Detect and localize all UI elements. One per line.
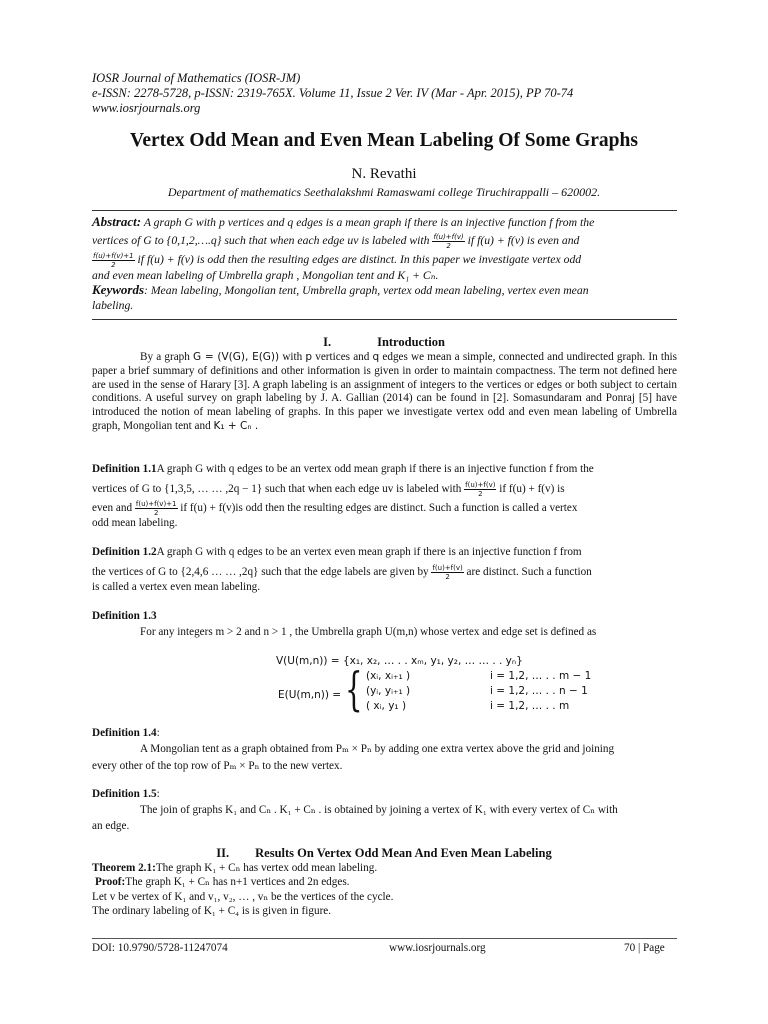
edge-set-rows: (xᵢ, xᵢ₊₁ ) i = 1,2, … . . m − 1 (yᵢ, yᵢ₊₁ ) i = 1,2, … . . n − 1 ( xᵢ, y₁ ) i = 1,2, … . . m (366, 670, 592, 712)
proof-2-1-line2: Let v be vertex of K₁ and v₁, v₂, … , vₙ be the vertices of the cycle. (92, 891, 394, 903)
abstract-top-rule (92, 210, 677, 211)
keywords-text: : Mean labeling, Mongolian tent, Umbrella graph, vertex odd mean labeling, vertex even mean (144, 284, 589, 298)
definition-1-4-heading: Definition 1.4: (92, 727, 160, 739)
abstract-line2a: vertices of G to {0,1,2,….q} such that when each edge uv is labeled with (92, 234, 430, 248)
abstract-line2b: if f(u) + f(v) is even and (464, 234, 580, 248)
abstract (92, 215, 677, 313)
footer-rule (92, 938, 677, 939)
section-heading-results: II. Results On Vertex Odd Mean And Even Mean Labeling (216, 846, 552, 860)
edge-set-brace: { (345, 662, 363, 716)
umbrella-vertex-set: V(U(m,n)) = {x₁, x₂, … . . xₘ, y₁, y₂, … … . . yₙ} (276, 655, 523, 667)
abstract-bottom-rule (92, 319, 677, 320)
abstract-line1: A graph G with p vertices and q edges is a mean graph if there is an injective function f from the (141, 216, 595, 229)
abstract-fraction-odd: $\frac{f(u)+f(v)+1}{2}$ (93, 252, 134, 270)
abstract-line4: and even mean labeling of Umbrella graph , Mongolian tent and K₁ + Cₙ. (92, 269, 439, 283)
journal-name: IOSR Journal of Mathematics (IOSR-JM) (92, 71, 301, 85)
section-heading-introduction: I. Introduction (323, 335, 445, 349)
keywords-label: Keywords (92, 282, 144, 298)
intro-paragraph: By a graph G = (V(G), E(G)) with p vertices and q edges we mean a simple, connected and undirected graph. In this paper a brief summary of definitions and other information is given in order to maintain compactness. The term not defined here are used in the sense of Harary [3]. A graph labeling is an assignment of integers to the vertices or edges or both subject to certain conditions. A useful survey on graph labeling by J. A. Gallian (2014) can be found in [2]. Somasundaram and Ponraj [5] have introduced the notion of mean labeling of graphs. In this paper we investigate vertex odd and even mean labeling of Umbrella graph, Mongolian tent and K₁ + Cₙ . (92, 351, 677, 432)
author-affiliation: Department of mathematics Seethalakshmi Ramaswami college Tiruchirappalli – 620002. (167, 185, 601, 199)
definition-1-5-text-cont: an edge. (92, 820, 130, 832)
journal-issn: e-ISSN: 2278-5728, p-ISSN: 2319-765X. Volume 11, Issue 2 Ver. IV (Mar - Apr. 2015), PP 70-74 (92, 86, 574, 100)
definition-1-4-text: A Mongolian tent as a graph obtained from Pₘ × Pₙ by adding one extra vertex above the grid and joining (140, 743, 615, 755)
author-name: N. Revathi (351, 166, 417, 182)
journal-site: www.iosrjournals.org (92, 101, 201, 115)
definition-1-3-text: For any integers m > 2 and n > 1 , the Umbrella graph U(m,n) whose vertex and edge set is defined as (140, 626, 597, 638)
footer-doi: DOI: 10.9790/5728-11247074 (92, 942, 228, 954)
proof-2-1: Proof:The graph K₁ + Cₙ has n+1 vertices and 2n edges. (95, 876, 350, 888)
definition-1-2: Definition 1.2A graph G with q edges to be an vertex even mean graph if there is an injective function f from the vertices of G to {2,4,6 … … ,2q} such that the edge labels are given by $\frac{f(u)+f(v)}{2}$ are distinct. Such a function is called a vertex even mean labeling. (92, 546, 592, 593)
proof-2-1-line3: The ordinary labeling of K₁ + C₄ is is given in figure. (92, 905, 332, 917)
definition-1-5-text: The join of graphs K₁ and Cₙ . K₁ + Cₙ . is obtained by joining a vertex of K₁ with every vertex of Cₙ with (140, 804, 618, 816)
footer-site: www.iosrjournals.org (389, 942, 486, 954)
umbrella-edge-set-label: E(U(m,n)) = (278, 689, 342, 701)
definition-1-5-heading: Definition 1.5: (92, 788, 160, 800)
abstract-line3: if f(u) + f(v) is odd then the resulting edges are distinct. In this paper we investigate vertex odd (134, 253, 582, 267)
definition-1-1: Definition 1.1A graph G with q edges to be an vertex odd mean graph if there is an injective function f from the vertices of G to {1,3,5, … … ,2q − 1} such that when each edge uv is labeled with $\frac{f(u)+f(v)}{2}$ if f(u) + f(v) is even and $\frac{f(u)+f(v)+1}{2}$ if f(u) + f(v)is odd then the resulting edges are distinct. Such a function is called a vertex odd mean labeling. (92, 463, 594, 529)
definition-1-3-heading: Definition 1.3 (92, 610, 157, 622)
paper-title: Vertex Odd Mean and Even Mean Labeling Of Some Graphs (130, 130, 638, 151)
keywords-text-cont: labeling. (92, 298, 134, 312)
definition-1-4-text-cont: every other of the top row of Pₘ × Pₙ to the new vertex. (92, 760, 343, 772)
abstract-fraction-even: $\frac{f(u)+f(v)}{2}$ (433, 233, 464, 251)
footer-page-number: 70 | Page (624, 942, 665, 954)
abstract-label: Abstract: (92, 214, 142, 229)
theorem-2-1: Theorem 2.1:The graph K₁ + Cₙ has vertex odd mean labeling. (92, 862, 378, 874)
definition-1-1-heading: Definition 1.1 (92, 463, 157, 475)
definition-1-2-heading: Definition 1.2 (92, 546, 157, 558)
